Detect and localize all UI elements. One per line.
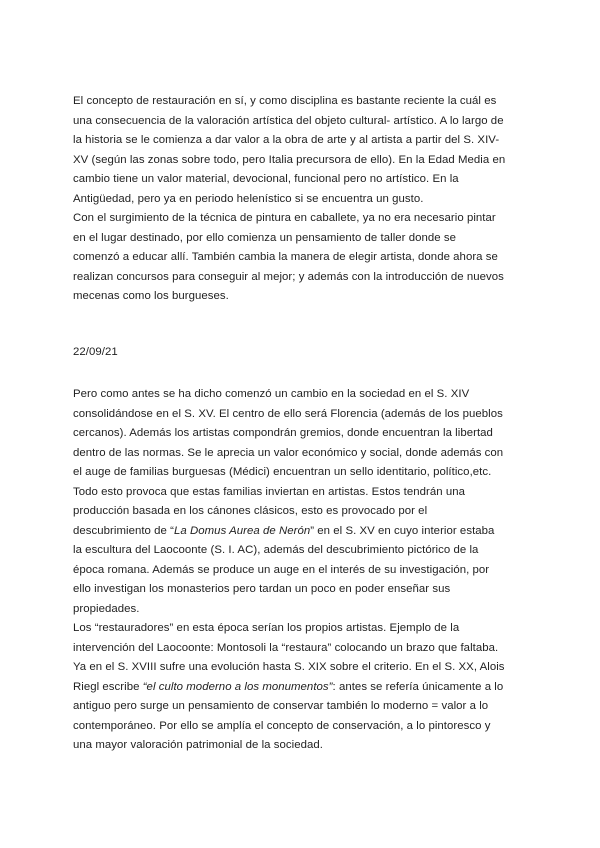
text-line: cercanos). Además los artistas compondrán gremios, donde encuentran la libertad — [73, 427, 493, 439]
text-line: consolidándose en el S. XV. El centro de ello será Florencia (además de los pueblos — [73, 407, 503, 420]
text-line: cambio tiene un valor material, devocional, funcional pero no artístico. En la — [73, 173, 459, 185]
text-line: El concepto de restauración en sí, y como disciplina es bastante reciente la cuál es — [73, 95, 497, 107]
italic-title: La Domus Aurea de Nerón — [174, 524, 311, 537]
text-segment: Riegl escribe — [73, 680, 143, 693]
text-segment: descubrimiento de “ — [73, 524, 174, 537]
text-line: la escultura del Laocoonte (S. I. AC), además del descubrimiento pictórico de la — [73, 544, 479, 556]
paragraph-restauracion-intro — [73, 92, 535, 307]
text-line: la historia se le comienza a dar valor a la obra de arte y al artista a partir del S. XIV- — [73, 134, 500, 146]
text-segment: : antes se refería únicamente a lo — [332, 680, 504, 693]
text-line: época romana. Además se produce un auge en el interés de su investigación, por — [73, 563, 490, 576]
text-line: Pero como antes se ha dicho comenzó un cambio en la sociedad en el S. XIV — [73, 388, 470, 400]
text-line: Todo esto provoca que estas familias inviertan en artistas. Estos tendrán una — [73, 485, 465, 498]
text-line: XV (según las zonas sobre todo, pero Italia precursora de ello). En la Edad Media en — [73, 153, 506, 166]
text-line: una consecuencia de la valoración artística del objeto cultural- artístico. A lo largo de — [73, 114, 504, 127]
text-line: producción basada en los cánones clásicos, esto es provocado por el — [73, 505, 428, 517]
text-line: antiguo pero surge un pensamiento de conservar también lo moderno = valor a lo — [73, 700, 489, 712]
text-line: Los “restauradores” en esta época serían los propios artistas. Ejemplo de la — [73, 622, 460, 634]
date-text: 22/09/21 — [73, 346, 118, 358]
text-line — [73, 678, 535, 698]
text-line: en el lugar destinado, por ello comienza un pensamiento de taller donde se — [73, 231, 457, 244]
text-line: una mayor valoración patrimonial de la sociedad. — [73, 739, 323, 751]
text-line — [73, 522, 535, 542]
text-line: realizan concursos para conseguir al mejor; y además con la introducción de nuevos — [73, 270, 504, 283]
paragraph-historia-restauracion — [73, 385, 535, 756]
text-line: el auge de familias burguesas (Médici) encuentran un sello identitario, político,etc. — [73, 466, 492, 478]
text-line: propiedades. — [73, 602, 140, 615]
text-line: ello investigan los monasterios pero tardan un poco en poder enseñar sus — [73, 583, 451, 595]
text-line: intervención del Laocoonte: Montosoli la “restaura” colocando un brazo que faltaba. — [73, 641, 499, 654]
date-heading — [73, 343, 535, 363]
text-line: Con el surgimiento de la técnica de pintura en caballete, ya no era necesario pintar — [73, 212, 496, 224]
text-segment: ” en el S. XV en cuyo interior estaba — [310, 524, 495, 537]
text-line: Ya en el S. XVIII sufre una evolución hasta S. XIX sobre el criterio. En el S. XX, Alois — [73, 661, 505, 673]
text-line: comenzó a educar allí. También cambia la manera de elegir artista, donde ahora se — [73, 251, 498, 263]
text-line: contemporáneo. Por ello se amplía el concepto de conservación, a lo pintoresco y — [73, 719, 491, 732]
italic-title: “el culto moderno a los monumentos” — [142, 680, 333, 693]
text-line: Antigüedad, pero ya en periodo helenístico si se encuentra un gusto. — [73, 192, 424, 205]
text-line: mecenas como los burgueses. — [73, 290, 229, 302]
text-line: dentro de las normas. Se le aprecia un valor económico y social, donde además con — [73, 446, 504, 459]
